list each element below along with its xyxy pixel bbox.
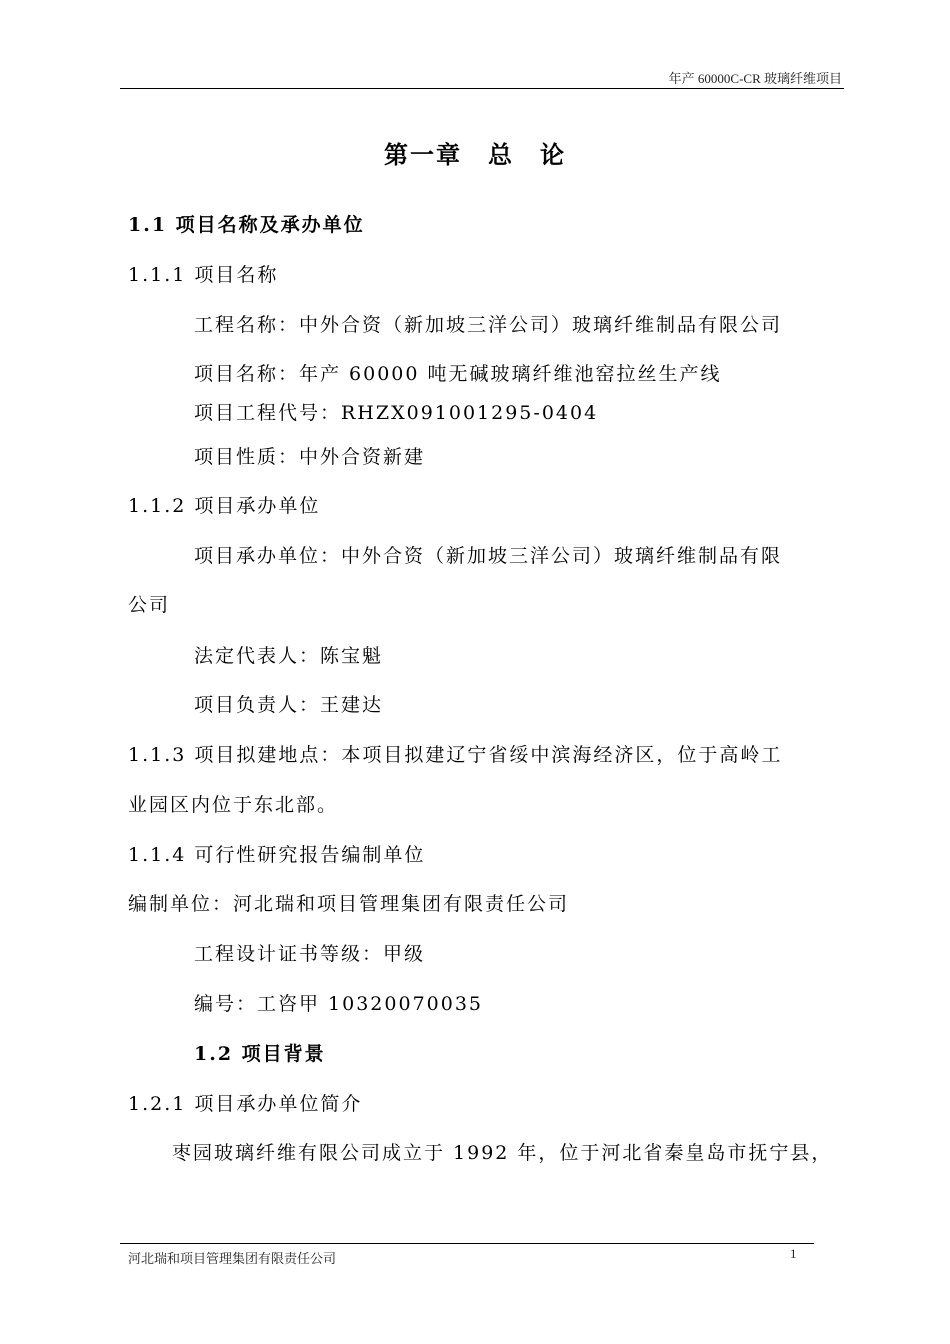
engineering-name: 工程名称：中外合资（新加坡三洋公司）玻璃纤维制品有限公司	[194, 314, 783, 336]
section-1-1-heading: 1.1 项目名称及承办单位	[128, 214, 365, 236]
page-header: 年产 60000C-CR 玻璃纤维项目	[668, 71, 842, 86]
project-lead: 项目负责人：王建达	[194, 694, 384, 716]
section-1-2-1-heading: 1.2.1 项目承办单位简介	[128, 1093, 363, 1115]
project-nature: 项目性质：中外合资新建	[194, 446, 426, 468]
section-1-1-4-heading: 1.1.4 可行性研究报告编制单位	[128, 844, 426, 866]
undertaker-line-1: 项目承办单位：中外合资（新加坡三洋公司）玻璃纤维制品有限	[194, 545, 783, 567]
certificate-level: 工程设计证书等级：甲级	[194, 943, 426, 965]
undertaker-line-2: 公司	[128, 594, 171, 616]
section-1-1-3-line-1: 1.1.3 项目拟建地点：本项目拟建辽宁省绥中滨海经济区，位于高岭工	[128, 744, 783, 766]
page-number: 1	[790, 1246, 797, 1261]
compiling-unit: 编制单位：河北瑞和项目管理集团有限责任公司	[128, 893, 570, 915]
section-1-1-2-heading: 1.1.2 项目承办单位	[128, 495, 321, 517]
company-intro: 枣园玻璃纤维有限公司成立于 1992 年，位于河北省秦皇岛市抚宁县，	[172, 1142, 833, 1164]
project-name: 项目名称：年产 60000 吨无碱玻璃纤维池窑拉丝生产线	[194, 363, 722, 385]
project-code: 项目工程代号：RHZX091001295-0404	[194, 402, 599, 424]
section-1-1-3-line-2: 业园区内位于东北部。	[128, 794, 339, 816]
certificate-number: 编号：工咨甲 10320070035	[194, 993, 484, 1015]
section-1-2-heading: 1.2 项目背景	[194, 1043, 326, 1065]
chapter-title: 第一章 总 论	[384, 140, 566, 169]
legal-representative: 法定代表人：陈宝魁	[194, 645, 384, 667]
header-rule	[120, 88, 844, 89]
section-1-1-1-heading: 1.1.1 项目名称	[128, 264, 279, 286]
footer-rule	[120, 1243, 814, 1244]
footer-company: 河北瑞和项目管理集团有限责任公司	[128, 1251, 337, 1266]
